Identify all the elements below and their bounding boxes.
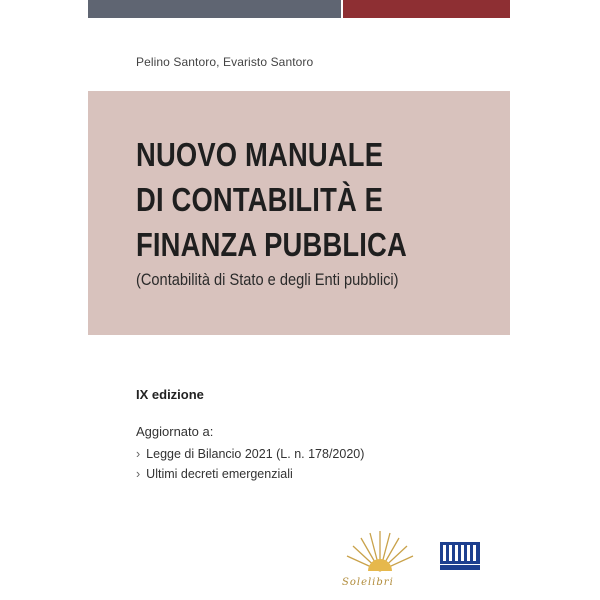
list-item: › Ultimi decreti emergenziali <box>136 467 293 481</box>
subtitle: (Contabilità di Stato e degli Enti pubblici) <box>136 270 399 289</box>
title-line-3: FINANZA PUBBLICA <box>136 226 407 263</box>
solelibri-logo <box>340 525 420 595</box>
sun-rays-icon <box>340 525 420 575</box>
title-line-1: NUOVO MANUALE <box>136 136 384 173</box>
authors: Pelino Santoro, Evaristo Santoro <box>136 55 314 69</box>
top-bar-left <box>88 0 341 18</box>
series-name: Solelibri <box>342 577 394 588</box>
update-list <box>136 444 364 484</box>
edition: IX edizione <box>136 387 204 402</box>
bullet-icon: › <box>136 467 141 481</box>
book-cover <box>88 0 510 600</box>
title-line-2: DI CONTABILITÀ E <box>136 181 384 218</box>
top-bar-right <box>343 0 510 18</box>
title-box <box>88 91 510 335</box>
maggioli-editore-logo <box>440 542 480 570</box>
bullet-icon: › <box>136 447 141 461</box>
updated-label: Aggiornato a: <box>136 424 214 439</box>
list-item: › Legge di Bilancio 2021 (L. n. 178/2020) <box>136 447 365 461</box>
